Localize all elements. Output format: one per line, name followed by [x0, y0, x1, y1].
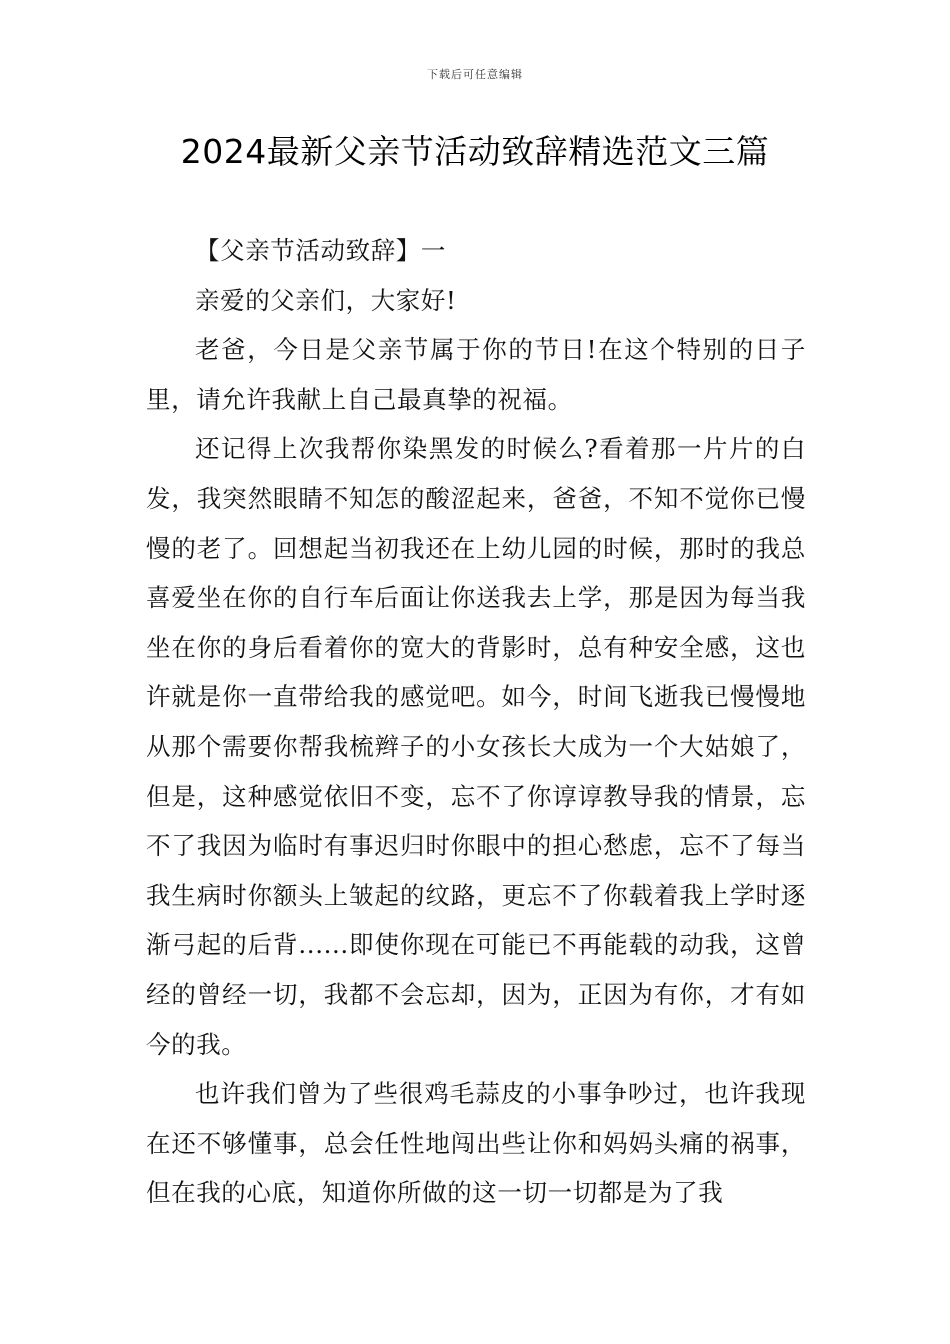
- document-body: [146, 226, 806, 1218]
- header-note: 下载后可任意编辑: [427, 68, 523, 81]
- paragraph-memories: 还记得上次我帮你染黑发的时候么?看着那一片片的白发，我突然眼睛不知怎的酸涩起来，爸爸，不知不觉你已慢慢的老了。回想起当初我还在上幼儿园的时候，那时的我总喜爱坐在你的自行车后面让你送我去上学，那是因为每当我坐在你的身后看着你的宽大的背影时，总有种安全感，这也许就是你一直带给我的感觉吧。如今，时间飞逝我已慢慢地从那个需要你帮我梳辫子的小女孩长大成为一个大姑娘了，但是，这种感觉依旧不变，忘不了你谆谆教导我的情景，忘不了我因为临时有事迟归时你眼中的担心愁虑，忘不了每当我生病时你额头上皱起的纹路，更忘不了你载着我上学时逐渐弓起的后背......即使你现在可能已不再能载的动我，这曾经的曾经一切，我都不会忘却，因为，正因为有你，才有如今的我。: [146, 434, 806, 1059]
- section-heading: 【父亲节活动致辞】一: [195, 236, 446, 265]
- paragraph-greeting: 亲爱的父亲们，大家好!: [195, 285, 457, 315]
- document-title: 2024最新父亲节活动致辞精选范文三篇: [180, 132, 770, 171]
- paragraph-intro: 老爸，今日是父亲节属于你的节日!在这个特别的日子里，请允许我献上自己最真挚的祝福。: [146, 335, 806, 414]
- paragraph-reflection: 也许我们曾为了些很鸡毛蒜皮的小事争吵过，也许我现在还不够懂事，总会任性地闯出些让你和妈妈头痛的祸事，但在我的心底，知道你所做的这一切一切都是为了我: [146, 1079, 806, 1208]
